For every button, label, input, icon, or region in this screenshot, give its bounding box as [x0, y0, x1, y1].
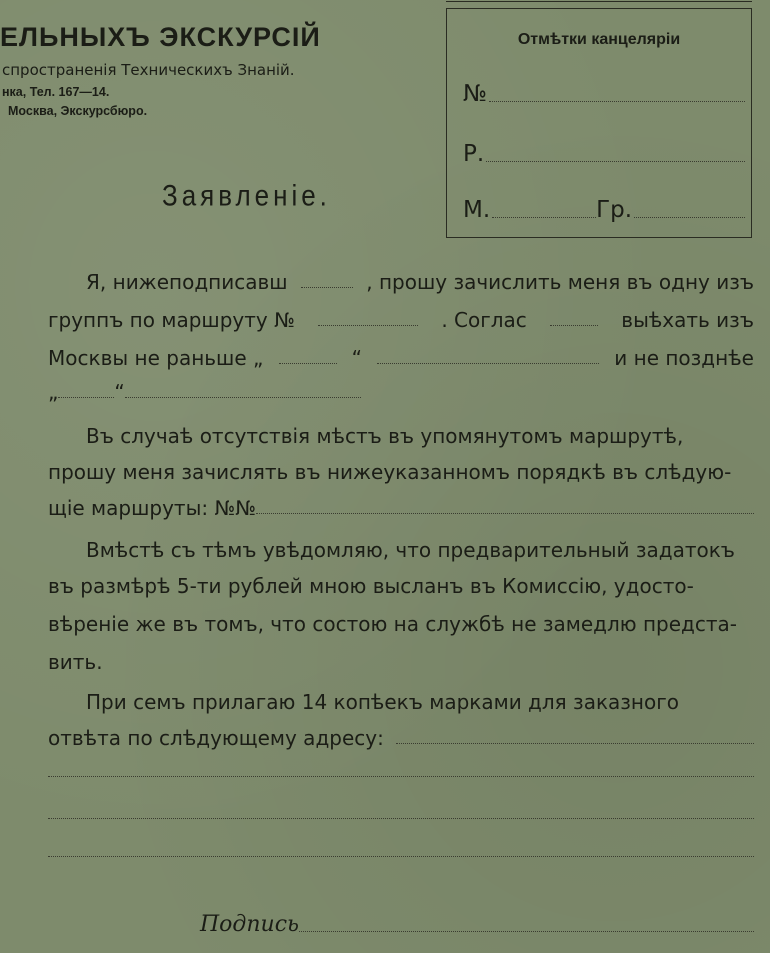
p1-text: группъ по маршруту № — [48, 308, 295, 332]
p1-text: “ — [114, 380, 125, 404]
p2-line2 — [48, 454, 754, 484]
p1-text: выѣхать изъ — [621, 308, 754, 332]
p3-line3 — [48, 606, 754, 636]
p3-line4 — [48, 644, 754, 674]
p1-text: и не позднѣе — [614, 346, 754, 370]
name-ending-field[interactable] — [301, 287, 353, 288]
office-marks-box — [446, 8, 752, 238]
organization-title: ЕЛЬНЫХЪ ЭКСКУРСІЙ — [0, 22, 321, 52]
office-number-field[interactable] — [489, 101, 745, 102]
p4-line1 — [48, 684, 754, 714]
route-number-field[interactable] — [318, 325, 418, 326]
p1-line1 — [48, 264, 754, 294]
p4-line2 — [48, 720, 754, 750]
office-m-row — [463, 195, 745, 223]
signature-field[interactable] — [299, 931, 754, 932]
p2-line3 — [48, 490, 754, 520]
p1-text: Москвы не раньше „ — [48, 346, 264, 370]
agree-ending-field[interactable] — [550, 325, 598, 326]
p1-line2 — [48, 302, 754, 332]
p1-text: , прошу зачислить меня въ одну изъ — [366, 270, 754, 294]
address-field-line1[interactable] — [396, 743, 754, 744]
p1-text: „ — [48, 380, 59, 404]
p2-line1 — [48, 418, 754, 448]
organization-telegraph: Москва, Экскурсбюро. — [8, 104, 148, 118]
box-top-rule — [446, 1, 752, 2]
p1-text: Я, нижеподписавш — [86, 270, 288, 294]
office-r-row — [463, 139, 745, 167]
office-gr-label: Гр. — [596, 197, 633, 223]
address-field-line4[interactable] — [48, 856, 754, 857]
latest-day-field[interactable] — [58, 397, 114, 398]
earliest-day-field[interactable] — [279, 363, 337, 364]
p3-line2 — [48, 568, 754, 598]
p1-text: “ — [351, 346, 363, 370]
p4-text: При семъ прилагаю 14 копѣекъ марками для заказного — [86, 690, 679, 714]
office-gr-field[interactable] — [634, 217, 745, 218]
p2-text: щіе маршруты: №№ — [48, 496, 257, 520]
office-number-row — [463, 79, 745, 107]
address-field-line2[interactable] — [48, 776, 754, 777]
earliest-month-field[interactable] — [377, 363, 599, 364]
office-r-label: Р. — [463, 141, 485, 167]
p3-text: Вмѣстѣ съ тѣмъ увѣдомляю, что предварительный задатокъ — [86, 538, 735, 562]
p1-line3 — [48, 340, 754, 370]
alternate-routes-field[interactable] — [256, 513, 754, 514]
office-m-label: М. — [463, 197, 491, 223]
p3-line1 — [48, 532, 754, 562]
office-m-field[interactable] — [492, 217, 596, 218]
office-number-label: № — [463, 81, 487, 107]
latest-month-field[interactable] — [125, 397, 361, 398]
signature-row — [200, 912, 754, 937]
p2-text: прошу меня зачислять въ нижеуказанномъ порядкѣ въ слѣдую- — [48, 460, 732, 484]
address-field-line3[interactable] — [48, 818, 754, 819]
p3-text: въ размѣрѣ 5-ти рублей мною высланъ въ Комиссію, удосто- — [48, 574, 694, 598]
p1-line4 — [48, 374, 754, 404]
p2-text: Въ случаѣ отсутствія мѣстъ въ упомянутомъ маршрутѣ, — [86, 424, 684, 448]
office-r-field[interactable] — [486, 161, 745, 162]
p3-text: вѣреніе же въ томъ, что состою на службѣ не замедлю предста- — [48, 612, 737, 636]
p1-text: . Соглас — [441, 308, 527, 332]
document-title: Заявленіе. — [162, 177, 331, 213]
organization-subtitle: спространенія Техническихъ Знаній. — [2, 61, 295, 79]
p4-text: отвѣта по слѣдующему адресу: — [48, 726, 384, 750]
office-marks-title: Отмѣтки канцеляріи — [517, 31, 681, 48]
organization-phone: нка, Тел. 167—14. — [2, 85, 110, 99]
signature-label: Подпись — [200, 912, 300, 937]
p3-text: вить. — [48, 650, 103, 674]
